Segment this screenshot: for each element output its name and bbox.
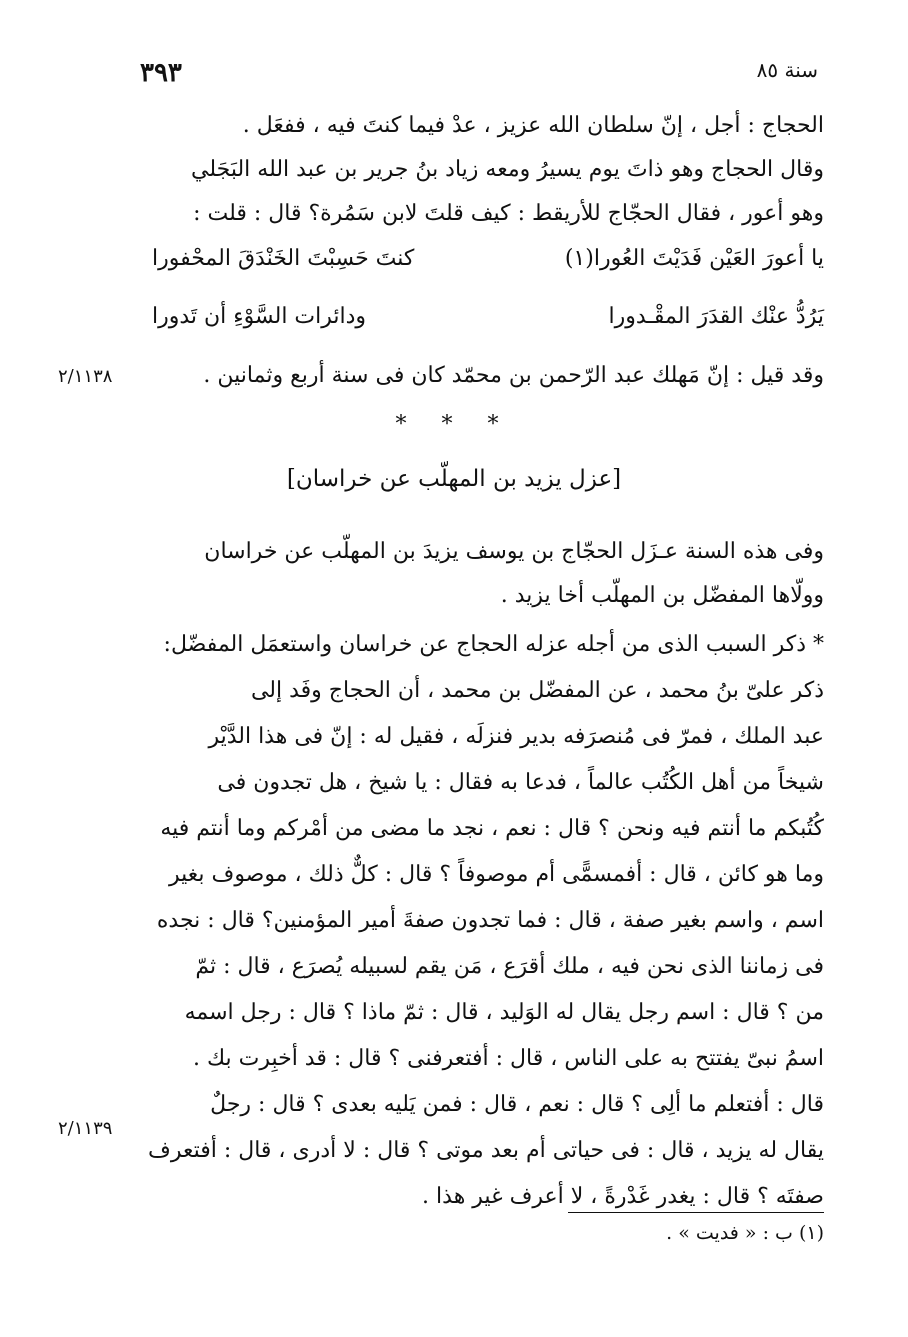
text-line: اسمُ نبىّ يفتتح به على الناس ، قال : أفتعرفنى ؟ قال : قد أخبِرت بك . — [192, 1046, 824, 1071]
text-line: من ؟ قال : اسم رجل يقال له الوَليد ، قال : ثمّ ماذا ؟ قال : رجل اسمه — [184, 1000, 824, 1025]
text-line: وفى هذه السنة عـزَل الحجّاج بن يوسف يزيدَ بن المهلّب عن خراسان — [204, 539, 824, 564]
text-line: شيخاً من أهل الكُتُب عالماً ، فدعا به فقال : يا شيخ ، هل تجدون فى — [217, 770, 824, 795]
text-line: وقال الحجاج وهو ذاتَ يوم يسيرُ ومعه زياد بنُ جرير بن عبد الله البَجَلي — [191, 157, 824, 182]
footnote-divider — [568, 1212, 824, 1213]
margin-reference: ٢/١١٣٩ — [58, 1118, 113, 1139]
running-header-year: سنة ٨٥ — [756, 58, 818, 82]
verse-hemistich-second: كنتَ حَسِبْتَ الخَنْدَقَ المحْفورا — [152, 246, 415, 271]
text-line: يقال له يزيد ، قال : فى حياتى أم بعد موتى ؟ قال : لا أدرى ، قال : أفتعرف — [148, 1138, 824, 1163]
text-line: وهو أعور ، فقال الحجّاج للأريقط : كيف قلتَ لابن سَمُرة؟ قال : قلت : — [193, 201, 824, 226]
text-line: وقد قيل : إنّ مَهلك عبد الرّحمن بن محمّد كان فى سنة أربع وثمانين . — [203, 363, 824, 388]
paragraph-block-3 — [152, 530, 824, 618]
text-line: عبد الملك ، فمرّ فى مُنصرَفه بدير فنزلَه ، فقيل له : إنّ فى هذا الدَّيْر — [208, 724, 824, 749]
margin-reference: ٢/١١٣٨ — [58, 366, 113, 387]
text-line: كُتُبكم ما أنتم فيه ونحن ؟ قال : نعم ، نجد ما مضى من أمْركم وما أنتم فيه — [160, 816, 824, 841]
text-line: الحجاج : أجل ، إنّ سلطان الله عزيز ، عدْ فيما كنتَ فيه ، ففعَل . — [242, 113, 824, 138]
verse-hemistich-second: ودائرات السَّوْءِ أن تَدورا — [152, 304, 367, 329]
footnote: (١) ب : « فديت » . — [666, 1222, 824, 1244]
text-line: فى زماننا الذى نحن فيه ، ملك أقرَع ، مَن يقم لسبيله يُصرَع ، قال : ثمّ — [195, 954, 824, 979]
text-line: قال : أفتعلم ما ألِى ؟ قال : نعم ، قال : فمن يَليه بعدى ؟ قال : رجلٌ — [210, 1092, 824, 1117]
paragraph-block-1 — [152, 104, 824, 236]
text-line: وولّاها المفضّل بن المهلّب أخا يزيد . — [500, 583, 824, 608]
verse-line-1 — [152, 246, 824, 286]
paragraph-block-4 — [148, 622, 824, 1220]
verse-hemistich-first: يا أعورَ العَيْن فَدَيْتَ العُورا(١) — [564, 246, 824, 271]
paragraph-block-2 — [152, 354, 824, 398]
text-line: اسم ، واسم بغير صفة ، قال : فما تجدون صفةَ أمير المؤمنين؟ قال : نجده — [156, 908, 824, 933]
text-line: وما هو كائن ، قال : أفمسمًّى أم موصوفاً ؟ قال : كلٌّ ذلك ، موصوف بغير — [169, 862, 824, 887]
text-line: ذكر علىّ بنُ محمد ، عن المفضّل بن محمد ، أن الحجاج وفَد إلى — [250, 678, 824, 703]
verse-line-2 — [152, 304, 824, 344]
section-separator: * * * — [395, 412, 513, 437]
text-line: صفتَه ؟ قال : يغدر غَدْرةً ، لا أعرف غير هذا . — [422, 1184, 824, 1209]
verse-hemistich-first: يَرُدُّ عنْك القدَرَ المقْـدورا — [608, 304, 824, 329]
page-number: ٣٩٣ — [140, 58, 182, 88]
text-line: * ذكر السبب الذى من أجله عزله الحجاج عن خراسان واستعمَل المفضّل: — [163, 632, 824, 657]
section-heading: [عزل يزيد بن المهلّب عن خراسان] — [286, 466, 622, 492]
